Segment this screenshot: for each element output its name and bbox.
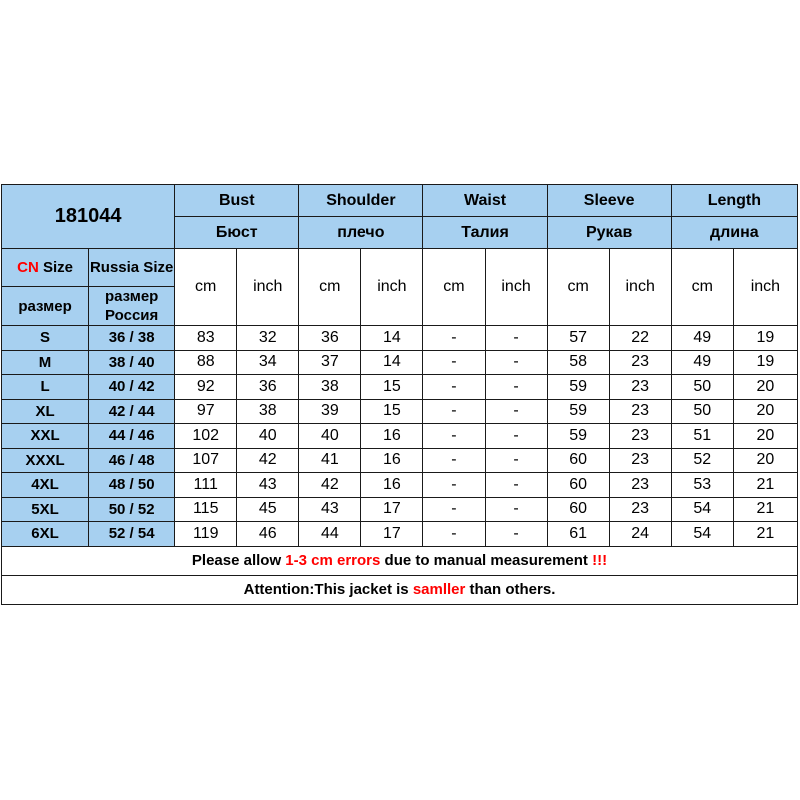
waist-inch-cell: - [485,448,547,473]
sleeve-inch-cell: 23 [609,473,671,498]
shoulder-inch-cell: 17 [361,522,423,547]
shoulder-cm-cell: 40 [299,424,361,449]
cn-size-cell: S [2,326,89,351]
header-row-en [2,185,798,217]
note-row-attention [2,575,798,604]
bust-inch-cell: 46 [237,522,299,547]
russia-size-cell: 40 / 42 [89,375,175,400]
bust-inch-cell: 36 [237,375,299,400]
sleeve-inch-cell: 23 [609,399,671,424]
waist-inch-cell: - [485,350,547,375]
shoulder-header-ru: плечо [299,217,423,249]
cn-size-cell: M [2,350,89,375]
length-cm-cell: 54 [671,497,733,522]
note-tolerance-exclaim: !!! [592,552,608,569]
length-inch-cell: 21 [733,522,797,547]
length-header-en: Length [671,185,797,217]
unit-shoulder-cm: cm [299,249,361,326]
length-inch-cell: 21 [733,473,797,498]
length-inch-cell: 20 [733,424,797,449]
bust-inch-cell: 34 [237,350,299,375]
russia-size-cell: 44 / 46 [89,424,175,449]
note-attention-highlight: samller [412,581,466,598]
sleeve-cm-cell: 61 [547,522,609,547]
bust-cm-cell: 115 [175,497,237,522]
bust-inch-cell: 42 [237,448,299,473]
cn-size-cell: XL [2,399,89,424]
shoulder-cm-cell: 42 [299,473,361,498]
sleeve-inch-cell: 23 [609,375,671,400]
waist-cm-cell: - [423,375,485,400]
russia-size-cell: 48 / 50 [89,473,175,498]
waist-header-en: Waist [423,185,547,217]
note-row-tolerance [2,546,798,575]
bust-inch-cell: 32 [237,326,299,351]
size-chart-table [1,184,798,605]
table-row [2,424,798,449]
waist-inch-cell: - [485,399,547,424]
size-chart-body [2,185,798,605]
table-row [2,326,798,351]
russia-size-header-ru: размер Россия [89,287,175,326]
sleeve-cm-cell: 59 [547,375,609,400]
cn-size-cell: L [2,375,89,400]
russia-size-cell: 36 / 38 [89,326,175,351]
sleeve-cm-cell: 59 [547,424,609,449]
bust-cm-cell: 92 [175,375,237,400]
length-inch-cell: 21 [733,497,797,522]
unit-bust-cm: cm [175,249,237,326]
russia-size-cell: 42 / 44 [89,399,175,424]
shoulder-inch-cell: 15 [361,375,423,400]
bust-cm-cell: 119 [175,522,237,547]
bust-cm-cell: 102 [175,424,237,449]
sleeve-inch-cell: 22 [609,326,671,351]
length-cm-cell: 49 [671,350,733,375]
cn-size-header [2,249,89,287]
waist-header-ru: Талия [423,217,547,249]
waist-inch-cell: - [485,424,547,449]
table-row [2,399,798,424]
waist-inch-cell: - [485,497,547,522]
russia-size-cell: 52 / 54 [89,522,175,547]
waist-cm-cell: - [423,448,485,473]
sleeve-cm-cell: 60 [547,497,609,522]
bust-header-ru: Бюст [175,217,299,249]
length-cm-cell: 49 [671,326,733,351]
unit-shoulder-inch: inch [361,249,423,326]
waist-cm-cell: - [423,497,485,522]
note-attention [2,575,798,604]
sleeve-inch-cell: 23 [609,497,671,522]
waist-cm-cell: - [423,473,485,498]
note-attention-text-2: than others. [465,581,556,598]
note-tolerance-text: Please allow [191,552,286,569]
bust-cm-cell: 83 [175,326,237,351]
waist-cm-cell: - [423,424,485,449]
russia-size-cell: 50 / 52 [89,497,175,522]
shoulder-inch-cell: 14 [361,350,423,375]
sleeve-header-en: Sleeve [547,185,671,217]
note-tolerance-text-2: due to manual measurement [380,552,593,569]
table-row [2,350,798,375]
length-cm-cell: 50 [671,399,733,424]
shoulder-cm-cell: 44 [299,522,361,547]
bust-cm-cell: 111 [175,473,237,498]
sleeve-inch-cell: 24 [609,522,671,547]
size-label-row-1 [2,249,798,287]
note-attention-text: Attention:This jacket is [243,581,413,598]
russia-size-cell: 38 / 40 [89,350,175,375]
sleeve-cm-cell: 59 [547,399,609,424]
cn-label: CN [17,259,39,276]
unit-sleeve-cm: cm [547,249,609,326]
bust-inch-cell: 38 [237,399,299,424]
waist-inch-cell: - [485,375,547,400]
shoulder-inch-cell: 17 [361,497,423,522]
shoulder-cm-cell: 38 [299,375,361,400]
shoulder-cm-cell: 39 [299,399,361,424]
russia-size-cell: 46 / 48 [89,448,175,473]
shoulder-cm-cell: 41 [299,448,361,473]
length-cm-cell: 50 [671,375,733,400]
waist-inch-cell: - [485,326,547,351]
sleeve-cm-cell: 60 [547,448,609,473]
sleeve-inch-cell: 23 [609,448,671,473]
shoulder-header-en: Shoulder [299,185,423,217]
shoulder-inch-cell: 16 [361,448,423,473]
unit-sleeve-inch: inch [609,249,671,326]
sleeve-inch-cell: 23 [609,424,671,449]
shoulder-inch-cell: 16 [361,424,423,449]
unit-waist-inch: inch [485,249,547,326]
unit-bust-inch: inch [237,249,299,326]
unit-waist-cm: cm [423,249,485,326]
shoulder-cm-cell: 36 [299,326,361,351]
bust-inch-cell: 45 [237,497,299,522]
shoulder-inch-cell: 14 [361,326,423,351]
table-row [2,448,798,473]
table-row [2,473,798,498]
shoulder-inch-cell: 16 [361,473,423,498]
waist-cm-cell: - [423,350,485,375]
shoulder-cm-cell: 37 [299,350,361,375]
length-inch-cell: 19 [733,350,797,375]
table-row [2,522,798,547]
length-cm-cell: 51 [671,424,733,449]
bust-inch-cell: 40 [237,424,299,449]
cn-size-header-ru: размер [2,287,89,326]
table-row [2,375,798,400]
bust-cm-cell: 88 [175,350,237,375]
bust-inch-cell: 43 [237,473,299,498]
length-inch-cell: 19 [733,326,797,351]
bust-cm-cell: 107 [175,448,237,473]
cn-size-cell: 5XL [2,497,89,522]
bust-cm-cell: 97 [175,399,237,424]
sleeve-cm-cell: 60 [547,473,609,498]
waist-cm-cell: - [423,399,485,424]
length-header-ru: длина [671,217,797,249]
length-cm-cell: 52 [671,448,733,473]
waist-inch-cell: - [485,522,547,547]
cn-size-cell: XXL [2,424,89,449]
length-cm-cell: 53 [671,473,733,498]
waist-cm-cell: - [423,522,485,547]
length-inch-cell: 20 [733,448,797,473]
length-cm-cell: 54 [671,522,733,547]
shoulder-cm-cell: 43 [299,497,361,522]
waist-inch-cell: - [485,473,547,498]
cn-size-cell: 4XL [2,473,89,498]
russia-size-header: Russia Size [89,249,175,287]
cn-size-cell: 6XL [2,522,89,547]
table-row [2,497,798,522]
note-tolerance-highlight: 1-3 cm errors [285,552,381,569]
sleeve-header-ru: Рукав [547,217,671,249]
note-tolerance [2,546,798,575]
sleeve-cm-cell: 57 [547,326,609,351]
shoulder-inch-cell: 15 [361,399,423,424]
length-inch-cell: 20 [733,375,797,400]
sleeve-inch-cell: 23 [609,350,671,375]
product-code: 181044 [2,185,175,249]
unit-length-inch: inch [733,249,797,326]
cn-size-cell: XXXL [2,448,89,473]
sleeve-cm-cell: 58 [547,350,609,375]
bust-header-en: Bust [175,185,299,217]
waist-cm-cell: - [423,326,485,351]
size-label: Size [38,259,73,276]
unit-length-cm: cm [671,249,733,326]
length-inch-cell: 20 [733,399,797,424]
